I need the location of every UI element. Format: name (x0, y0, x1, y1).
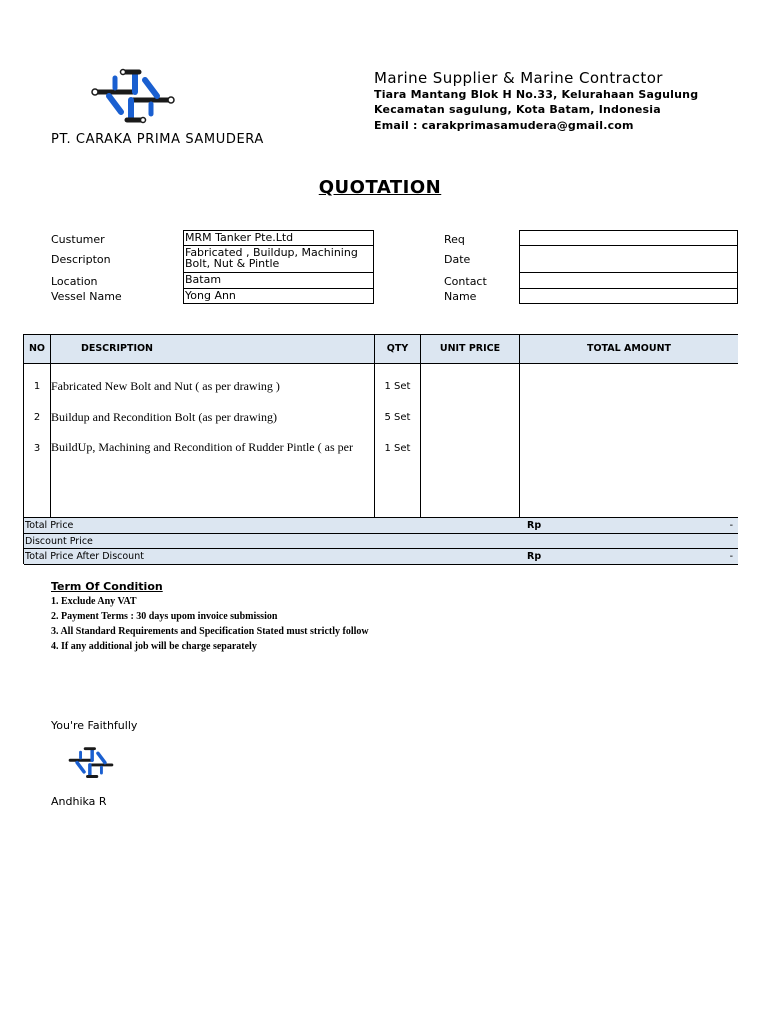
chain-logo-icon (83, 66, 183, 124)
row-description: Buildup and Recondition Bolt (as per drawing) (51, 410, 277, 424)
vessel-field[interactable]: Yong Ann (183, 288, 374, 304)
contact-field[interactable] (519, 272, 738, 289)
signer-name: Andhika R (51, 795, 107, 808)
req-field[interactable] (519, 230, 738, 246)
req-label: Req (444, 233, 465, 246)
term-item: 3. All Standard Requirements and Specification Stated must strictly follow (51, 626, 369, 637)
header-no: NO (28, 343, 46, 354)
signature-logo-icon (62, 741, 120, 783)
date-label: Date (444, 253, 471, 266)
after-discount-label: Total Price After Discount (25, 551, 144, 562)
row-qty: 5 Set (384, 412, 411, 423)
grid-line (374, 334, 375, 518)
row-no: 1 (33, 381, 41, 392)
date-field[interactable] (519, 245, 738, 273)
description-value-line-1: Fabricated , Buildup, Machining (185, 246, 358, 259)
row-no: 3 (33, 443, 41, 454)
email-line: Email : carakprimasamudera@gmail.com (374, 119, 634, 132)
customer-field[interactable]: MRM Tanker Pte.Ltd (183, 230, 374, 246)
after-discount-row (24, 549, 738, 564)
name-label: Name (444, 290, 477, 303)
row-qty: 1 Set (384, 443, 411, 454)
discount-label: Discount Price (25, 536, 93, 547)
contact-label: Contact (444, 275, 487, 288)
address-line-2: Kecamatan sagulung, Kota Batam, Indonesia (374, 103, 661, 116)
customer-label: Custumer (51, 233, 105, 246)
description-value-line-2: Bolt, Nut & Pintle (185, 257, 280, 270)
after-discount-value: - (729, 551, 733, 562)
header-total-amount: TOTAL AMOUNT (586, 343, 672, 354)
header-description: DESCRIPTION (80, 343, 154, 354)
grid-line (420, 334, 421, 518)
location-label: Location (51, 275, 98, 288)
term-item: 2. Payment Terms : 30 days upom invoice submission (51, 611, 278, 622)
location-field[interactable]: Batam (183, 272, 374, 289)
term-item: 1. Exclude Any VAT (51, 596, 137, 607)
after-discount-currency: Rp (527, 551, 542, 562)
grid-line (24, 564, 738, 565)
address-line-1: Tiara Mantang Blok H No.33, Kelurahaan Sagulung (374, 88, 699, 101)
total-price-value: - (729, 520, 733, 531)
row-description: BuildUp, Machining and Recondition of Rudder Pintle ( as per (51, 440, 353, 454)
vessel-label: Vessel Name (51, 290, 122, 303)
row-no: 2 (33, 412, 41, 423)
header-qty: QTY (386, 343, 409, 354)
company-tagline: Marine Supplier & Marine Contractor (374, 69, 663, 87)
terms-title: Term Of Condition (51, 580, 163, 593)
total-price-label: Total Price (25, 520, 74, 531)
company-name: PT. CARAKA PRIMA SAMUDERA (51, 132, 264, 147)
row-qty: 1 Set (384, 381, 411, 392)
total-price-currency: Rp (527, 520, 542, 531)
description-label: Descripton (51, 253, 111, 266)
row-description: Fabricated New Bolt and Nut ( as per drawing ) (51, 379, 280, 393)
description-field[interactable] (183, 245, 374, 273)
grid-line (50, 334, 51, 518)
discount-row (24, 534, 738, 549)
total-price-row (24, 518, 738, 533)
page-title: QUOTATION (318, 177, 442, 198)
header-unit-price: UNIT PRICE (439, 343, 501, 354)
name-field[interactable] (519, 288, 738, 304)
term-item: 4. If any additional job will be charge separately (51, 641, 257, 652)
closing-text: You're Faithfully (51, 719, 138, 732)
